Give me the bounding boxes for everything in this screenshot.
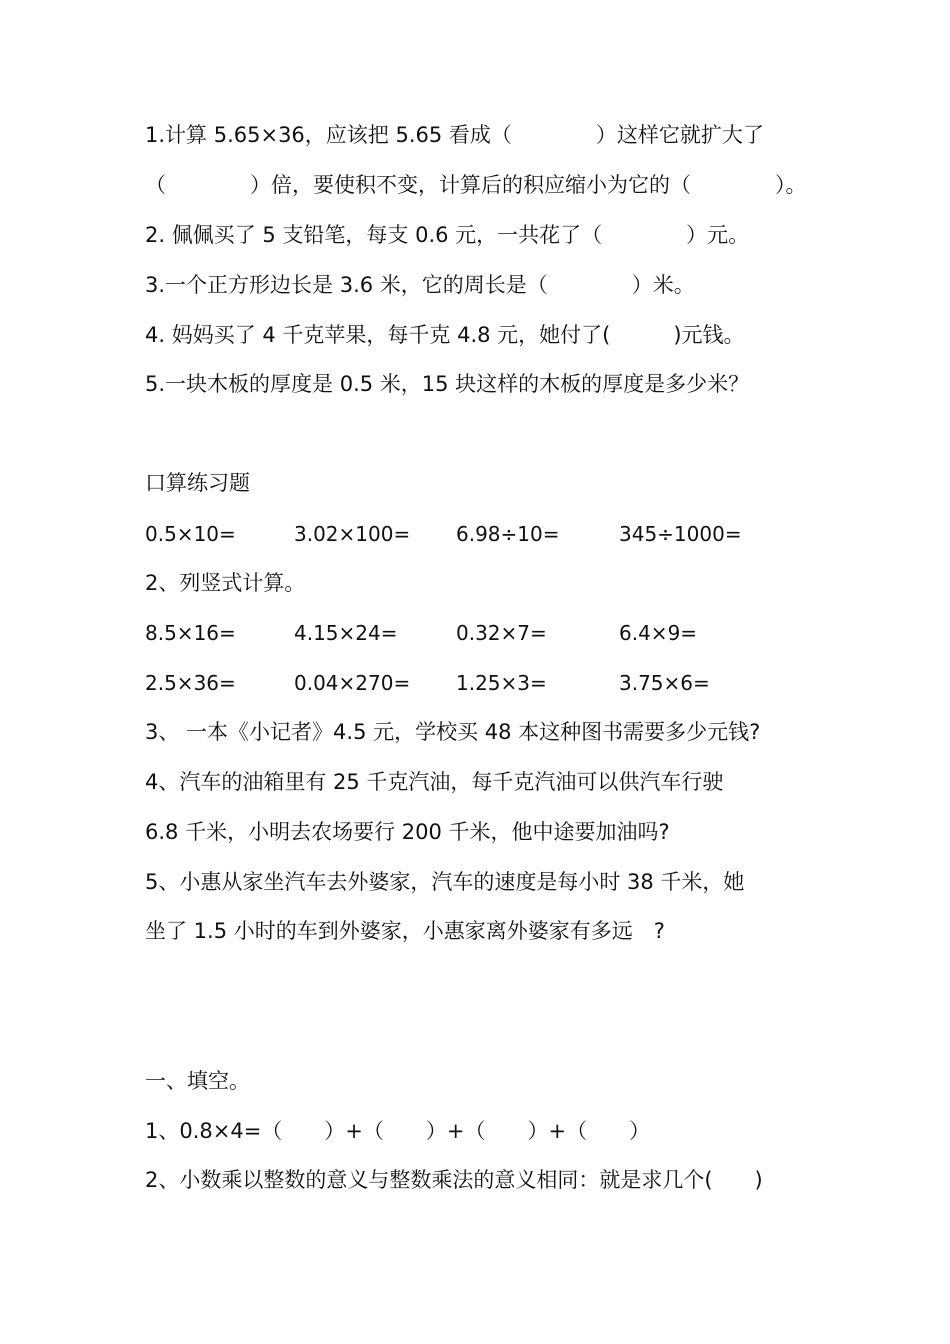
fill-in-2: 2、小数乘以整数的意义与整数乘法的意义相同：就是求几个( ) — [145, 1168, 763, 1192]
word-problem-4-line-1: 4、汽车的油箱里有 25 千克汽油，每千克汽油可以供汽车行驶 — [145, 770, 724, 794]
vertical-calc-row — [145, 618, 825, 648]
calc-item: 3.75×6= — [619, 671, 710, 695]
vertical-calc-heading: 2、列竖式计算。 — [145, 571, 306, 595]
calc-item: 0.32×7= — [456, 621, 547, 645]
oral-row — [145, 519, 825, 549]
calc-item: 6.4×9= — [619, 621, 698, 645]
question-1-line-1: 1.计算 5.65×36，应该把 5.65 看成（ ）这样它就扩大了 — [145, 123, 764, 147]
question-4: 4. 妈妈买了 4 千克苹果，每千克 4.8 元，她付了( )元钱。 — [145, 323, 745, 347]
calc-item: 2.5×36= — [145, 671, 236, 695]
oral-item: 3.02×100= — [294, 522, 411, 546]
question-3: 3.一个正方形边长是 3.6 米，它的周长是（ ）米。 — [145, 273, 695, 297]
vertical-calc-row — [145, 668, 825, 698]
fill-in-heading: 一、填空。 — [145, 1069, 250, 1093]
oral-item: 0.5×10= — [145, 522, 236, 546]
question-1-line-2: （ ）倍，要使积不变，计算后的积应缩小为它的（ ）。 — [145, 173, 807, 197]
oral-item: 6.98÷10= — [456, 522, 560, 546]
question-5: 5.一块木板的厚度是 0.5 米，15 块这样的木板的厚度是多少米？ — [145, 372, 750, 396]
calc-item: 4.15×24= — [294, 621, 398, 645]
calc-item: 8.5×16= — [145, 621, 236, 645]
fill-in-1: 1、0.8×4=（ ）+（ ）+（ ）+（ ） — [145, 1119, 651, 1143]
word-problem-3: 3、 一本《小记者》4.5 元，学校买 48 本这种图书需要多少元钱? — [145, 720, 761, 744]
word-problem-5-line-2: 坐了 1.5 小时的车到外婆家，小惠家离外婆家有多远 ? — [145, 919, 665, 943]
oral-practice-heading: 口算练习题 — [145, 471, 250, 495]
word-problem-4-line-2: 6.8 千米，小明去农场要行 200 千米，他中途要加油吗? — [145, 820, 670, 844]
calc-item: 0.04×270= — [294, 671, 411, 695]
calc-item: 1.25×3= — [456, 671, 547, 695]
question-2: 2. 佩佩买了 5 支铅笔，每支 0.6 元，一共花了（ ）元。 — [145, 223, 750, 247]
word-problem-5-line-1: 5、小惠从家坐汽车去外婆家，汽车的速度是每小时 38 千米，她 — [145, 870, 745, 894]
oral-item: 345÷1000= — [619, 522, 742, 546]
